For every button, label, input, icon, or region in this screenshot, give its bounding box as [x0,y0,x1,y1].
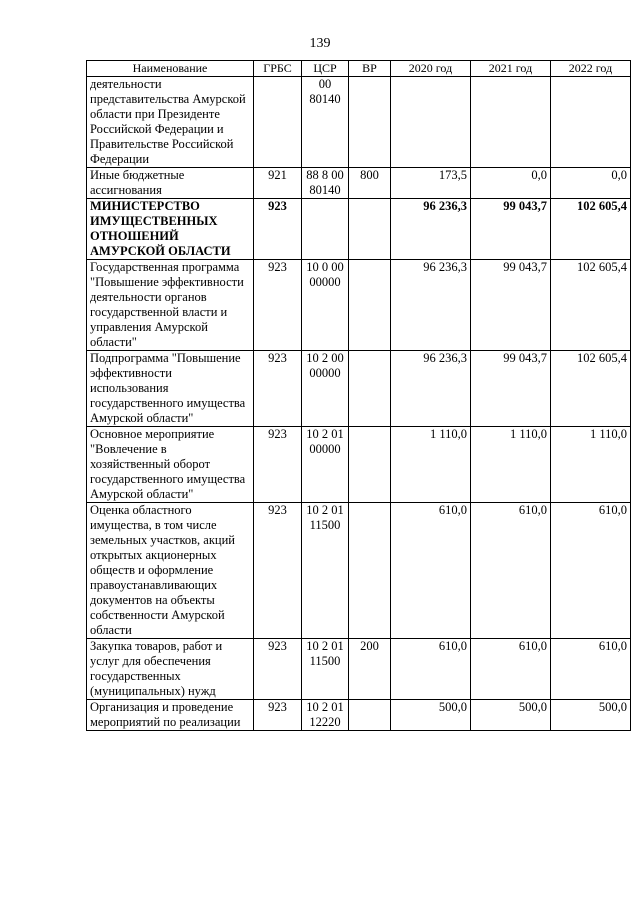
row-2021: 1 110,0 [471,427,551,503]
row-2020: 610,0 [391,639,471,700]
row-name: Организация и проведение мероприятий по реализации [87,700,254,731]
table-row [87,427,631,503]
row-csr: 88 8 00 80140 [302,168,349,199]
row-2020: 500,0 [391,700,471,731]
row-name: Иные бюджетные ассигнования [87,168,254,199]
row-2021: 610,0 [471,503,551,639]
header-name: Наименование [87,61,254,77]
row-2021: 99 043,7 [471,351,551,427]
row-name: Закупка товаров, работ и услуг для обеспечения государственных (муниципальных) нужд [87,639,254,700]
row-grbs: 923 [254,503,302,639]
row-csr: 10 0 00 00000 [302,260,349,351]
row-2022: 102 605,4 [551,351,631,427]
row-vr: 200 [349,639,391,700]
row-vr [349,260,391,351]
row-2021: 99 043,7 [471,260,551,351]
row-name: Подпрограмма "Повышение эффективности использования государственного имущества Амурской области" [87,351,254,427]
row-2020: 96 236,3 [391,260,471,351]
header-vr: ВР [349,61,391,77]
row-2022: 0,0 [551,168,631,199]
row-2022: 610,0 [551,503,631,639]
row-grbs: 921 [254,168,302,199]
row-vr: 800 [349,168,391,199]
row-name: МИНИСТЕРСТВО ИМУЩЕСТВЕННЫХ ОТНОШЕНИЙ АМУРСКОЙ ОБЛАСТИ [87,199,254,260]
row-2022: 102 605,4 [551,199,631,260]
row-vr [349,77,391,168]
row-grbs: 923 [254,427,302,503]
row-2022 [551,77,631,168]
row-grbs: 923 [254,260,302,351]
header-2022: 2022 год [551,61,631,77]
row-csr: 10 2 01 00000 [302,427,349,503]
table-row [87,503,631,639]
row-2022: 1 110,0 [551,427,631,503]
row-2020: 96 236,3 [391,351,471,427]
header-2020: 2020 год [391,61,471,77]
row-2022: 610,0 [551,639,631,700]
table-row [87,168,631,199]
row-2021: 610,0 [471,639,551,700]
row-csr: 10 2 01 11500 [302,639,349,700]
row-name: Государственная программа "Повышение эффективности деятельности органов государственной власти и управления Амурской области" [87,260,254,351]
row-2022: 102 605,4 [551,260,631,351]
row-2021: 99 043,7 [471,199,551,260]
table-row [87,77,631,168]
row-grbs: 923 [254,639,302,700]
header-csr: ЦСР [302,61,349,77]
row-2020: 610,0 [391,503,471,639]
row-2020: 173,5 [391,168,471,199]
budget-table [86,60,631,731]
table-row [87,700,631,731]
row-grbs [254,77,302,168]
row-grbs: 923 [254,199,302,260]
row-csr: 10 2 01 11500 [302,503,349,639]
page-number: 139 [309,36,331,51]
row-2021: 500,0 [471,700,551,731]
row-2021 [471,77,551,168]
row-grbs: 923 [254,351,302,427]
row-csr [302,199,349,260]
row-csr: 10 2 01 12220 [302,700,349,731]
table-row [87,351,631,427]
table-header-row [87,61,631,77]
table-row [87,199,631,260]
table-row [87,260,631,351]
row-2020: 96 236,3 [391,199,471,260]
row-2021: 0,0 [471,168,551,199]
row-vr [349,351,391,427]
row-name: Основное мероприятие "Вовлечение в хозяйственный оборот государственного имущества Амурской области" [87,427,254,503]
row-vr [349,700,391,731]
row-csr: 00 80140 [302,77,349,168]
row-vr [349,503,391,639]
row-name: Оценка областного имущества, в том числе земельных участков, акций открытых акционерных обществ и оформление правоустанавливающих документов на объекты собственности Амурской области [87,503,254,639]
row-2022: 500,0 [551,700,631,731]
row-2020 [391,77,471,168]
row-name: деятельности представительства Амурской области при Президенте Российской Федерации и Правительстве Российской Федерации [87,77,254,168]
row-vr [349,199,391,260]
header-2021: 2021 год [471,61,551,77]
row-2020: 1 110,0 [391,427,471,503]
header-grbs: ГРБС [254,61,302,77]
table-row [87,639,631,700]
row-grbs: 923 [254,700,302,731]
row-csr: 10 2 00 00000 [302,351,349,427]
row-vr [349,427,391,503]
